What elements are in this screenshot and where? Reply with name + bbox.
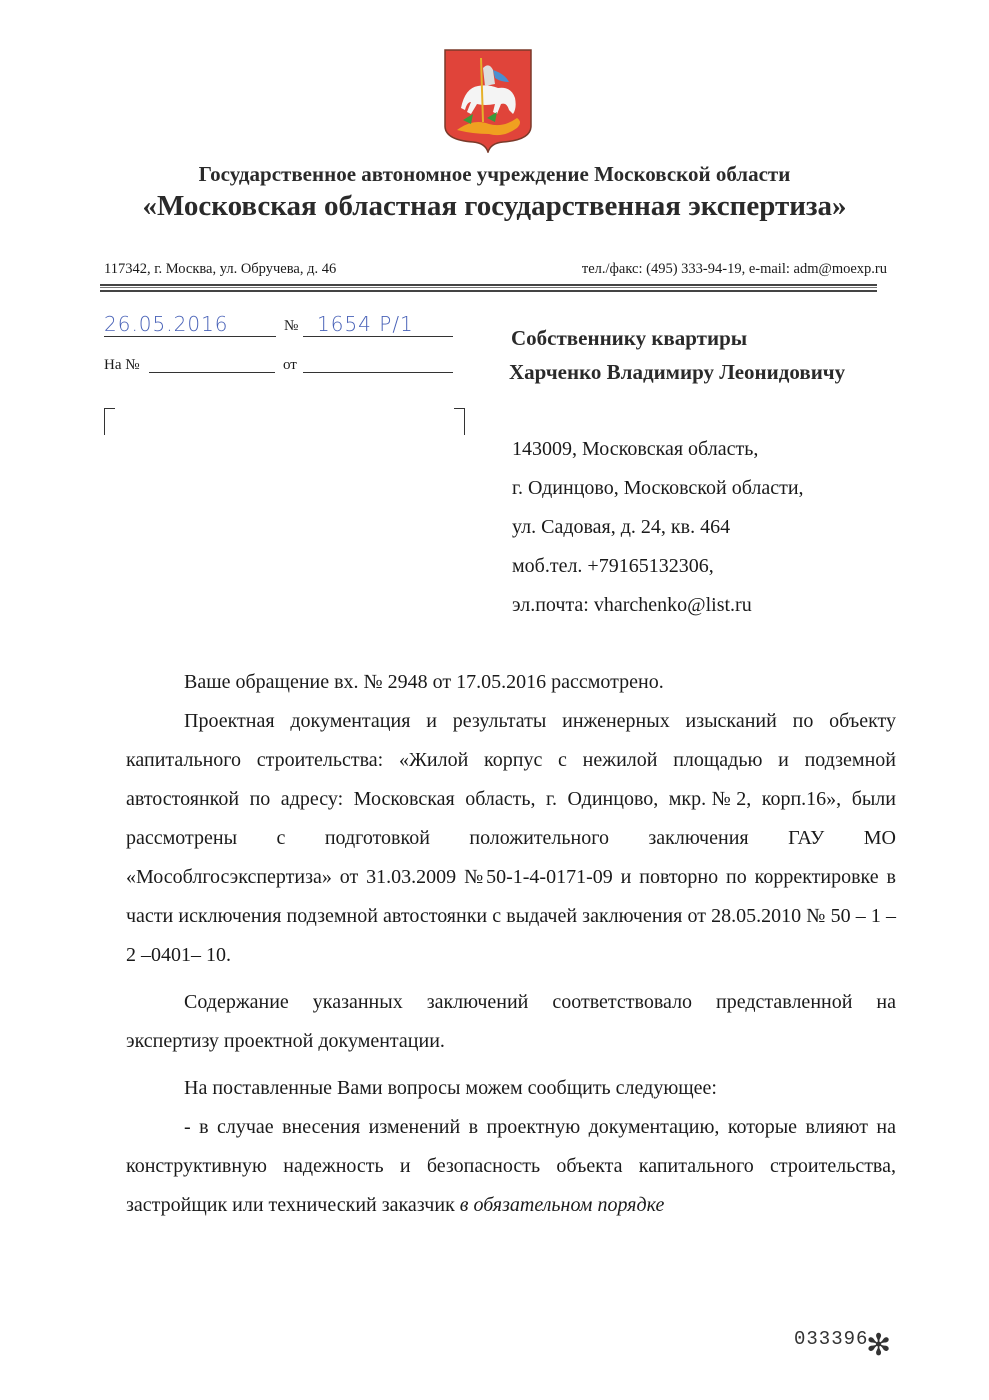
paragraph-expertise-conclusions: Проектная документация и результаты инженерных изысканий по объекту капитального строительства: «Жилой корпус с нежилой площадью и подземной автостоянкой по адресу: Московская область, г. Одинцово, мкр.№2, корп.16», были рассмотрены с подготовкой положительного заключения ГАУ МО «Мособлгосэкспертиза» от 31.03.2009 №50-1-4-0171-09 и повторно по корректировке в части исключения подземной автостоянки с выдачей заключения от 28.05.2010 № 50 – 1 – 2 –0401– 10. (126, 710, 896, 966)
recipient-address-line: 143009, Московская область, (512, 438, 759, 460)
outgoing-date: 26.05.2016 (104, 312, 229, 336)
address-corner-right (454, 408, 465, 435)
organization-name: «Московская областная государственная экспертиза» (142, 190, 847, 222)
paragraph-request-reviewed: Ваше обращение вх. № 2948 от 17.05.2016 рассмотрено. (184, 671, 664, 693)
paragraph-changes-item (126, 1108, 896, 1225)
outgoing-date-field (104, 312, 276, 337)
paragraph-answers-intro: На поставленные Вами вопросы можем сообщить следующее: (184, 1077, 717, 1099)
paragraph-changes-emphasis: в обязательном порядке (459, 1194, 665, 1216)
coat-of-arms-icon (443, 48, 533, 153)
number-label: № (284, 318, 299, 334)
letter-body (126, 663, 896, 1225)
recipient-phone: моб.тел. +79165132306, (512, 555, 714, 577)
reply-to-number-field (149, 372, 275, 373)
address-corner-left (104, 408, 115, 435)
organization-type: Государственное автономное учреждение Московской области (198, 162, 791, 186)
recipient-address-line: г. Одинцово, Московской области, (512, 477, 804, 499)
outgoing-number: 1654 Р/1 (317, 312, 414, 336)
outgoing-number-field (303, 312, 453, 337)
paragraph-changes-text: - в случае внесения изменений в проектную документацию, которые влияют на конструктивную надежность и безопасность объекта капитального строительства, застройщик или технический заказчик (126, 1116, 896, 1216)
reply-to-date-field (303, 372, 453, 373)
paragraph-conclusions-conform: Содержание указанных заключений соответствовало представленной на экспертизу проектной документации. (126, 991, 896, 1052)
recipient-address-line: ул. Садовая, д. 24, кв. 464 (512, 516, 731, 538)
form-serial-number: 033396 (794, 1328, 869, 1350)
recipient-email: эл.почта: vharchenko@list.ru (512, 594, 752, 616)
header-divider (100, 284, 877, 292)
recipient-name: Харченко Владимиру Леонидовичу (509, 360, 846, 384)
from-label: от (283, 357, 297, 373)
organization-contacts: тел./факс: (495) 333-94-19, e-mail: adm@moexp.ru (581, 261, 887, 277)
reply-to-label: На № (104, 357, 140, 373)
recipient-title: Собственнику квартиры (511, 326, 748, 350)
organization-address: 117342, г. Москва, ул. Обручева, д. 46 (104, 261, 337, 277)
asterisk-mark-icon: ✻ (866, 1329, 892, 1362)
